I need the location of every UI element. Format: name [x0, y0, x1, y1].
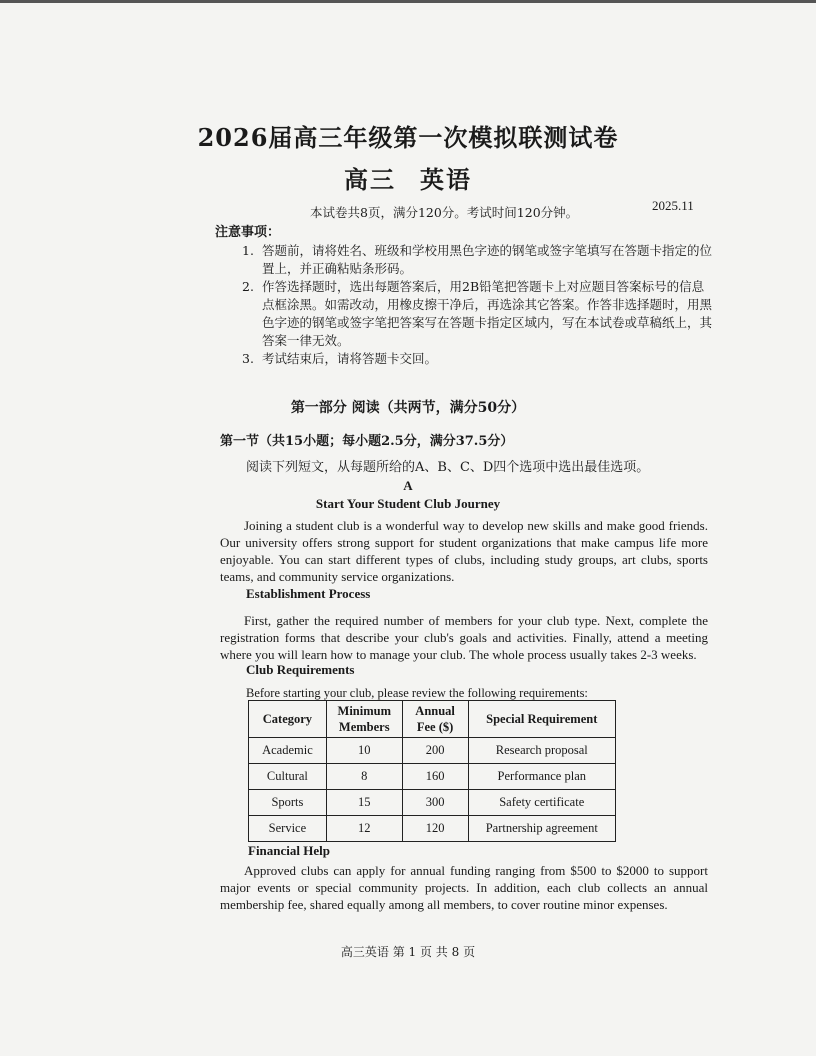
table-row — [249, 816, 616, 842]
notice-item: 1. 答题前，请将姓名、班级和学校用黑色字迹的钢笔或签字笔填写在答题卡指定的位置上，并正确粘贴条形码。 — [242, 243, 713, 276]
cell-requirement: Safety certificate — [468, 790, 615, 816]
financial-heading: Financial Help — [248, 843, 330, 858]
requirements-heading: Club Requirements — [246, 662, 355, 677]
cell-category: Sports — [249, 790, 327, 816]
cell-requirement: Partnership agreement — [468, 816, 615, 842]
part-one-heading: 第一部分 阅读（共两节，满分50分） — [290, 400, 526, 416]
cell-requirement: Performance plan — [468, 764, 615, 790]
financial-text: Approved clubs can apply for annual funding ranging from $500 to $2000 to support major events or special community projects. In addition, each club collects an annual membership fee, shared equally among all members, to cover routine minor expenses. — [220, 863, 708, 912]
table-row — [249, 790, 616, 816]
page-footer: 高三英语 第 1 页 共 8 页 — [340, 945, 476, 959]
notice-heading: 注意事项： — [215, 225, 281, 240]
cell-category: Cultural — [249, 764, 327, 790]
subject-label: 英语 — [420, 165, 472, 194]
cell-requirement: Research proposal — [468, 738, 615, 764]
cell-members: 12 — [326, 816, 402, 842]
cell-category: Academic — [249, 738, 327, 764]
cell-category: Service — [249, 816, 327, 842]
exam-info: 本试卷共8页，满分120分。考试时间120分钟。 — [310, 205, 579, 220]
notice-item: 3. 考试结束后，请将答题卡交回。 — [242, 351, 438, 366]
cell-members: 10 — [326, 738, 402, 764]
cell-fee: 200 — [402, 738, 468, 764]
header-annual-fee: Annual Fee ($) — [402, 701, 468, 738]
notice-list — [242, 242, 712, 368]
section-instruction: 阅读下列短文，从每题所给的A、B、C、D四个选项中选出最佳选项。 — [246, 460, 650, 475]
page-top-edge — [0, 0, 816, 3]
cell-members: 8 — [326, 764, 402, 790]
header-special-requirement: Special Requirement — [468, 701, 615, 738]
cell-fee: 120 — [402, 816, 468, 842]
passage-title: Start Your Student Club Journey — [315, 496, 501, 511]
cell-fee: 300 — [402, 790, 468, 816]
establishment-text: First, gather the required number of members for your club type. Next, complete the registration forms that describe your club's goals and activities. Finally, attend a meeting where you will learn how to manage your club. The whole process usually takes 2-3 weeks. — [220, 613, 708, 662]
table-row — [249, 764, 616, 790]
exam-title: 2026届高三年级第一次模拟联测试卷 — [197, 123, 619, 152]
table-row — [249, 738, 616, 764]
cell-fee: 160 — [402, 764, 468, 790]
grade-label: 高三 — [344, 165, 396, 194]
exam-subtitle — [0, 160, 816, 195]
section-one-heading: 第一节（共15小题；每小题2.5分，满分37.5分） — [220, 434, 514, 449]
header-minimum-members: Minimum Members — [326, 701, 402, 738]
passage-intro: Joining a student club is a wonderful way to develop new skills and make good friends. Our university offers strong support for student organizations that make campus life more enjoyable. You can start different types of clubs, including study groups, art clubs, sports teams, and community service organizations. — [220, 518, 708, 584]
header-category: Category — [249, 701, 327, 738]
passage-letter: A — [403, 478, 413, 493]
exam-date: 2025.11 — [652, 198, 694, 213]
club-requirements-table — [248, 700, 616, 842]
notice-item: 2. 作答选择题时，选出每题答案后，用2B铅笔把答题卡上对应题目答案标号的信息点框涂黑。如需改动，用橡皮擦干净后，再选涂其它答案。作答非选择题时，用黑色字迹的钢笔或签字笔把答案写在答题卡指定区域内，写在本试卷或草稿纸上，其答案一律无效。 — [242, 279, 713, 348]
cell-members: 15 — [326, 790, 402, 816]
table-header-row — [249, 701, 616, 738]
establishment-heading: Establishment Process — [246, 586, 371, 601]
requirements-intro: Before starting your club, please review the following requirements: — [246, 686, 588, 700]
